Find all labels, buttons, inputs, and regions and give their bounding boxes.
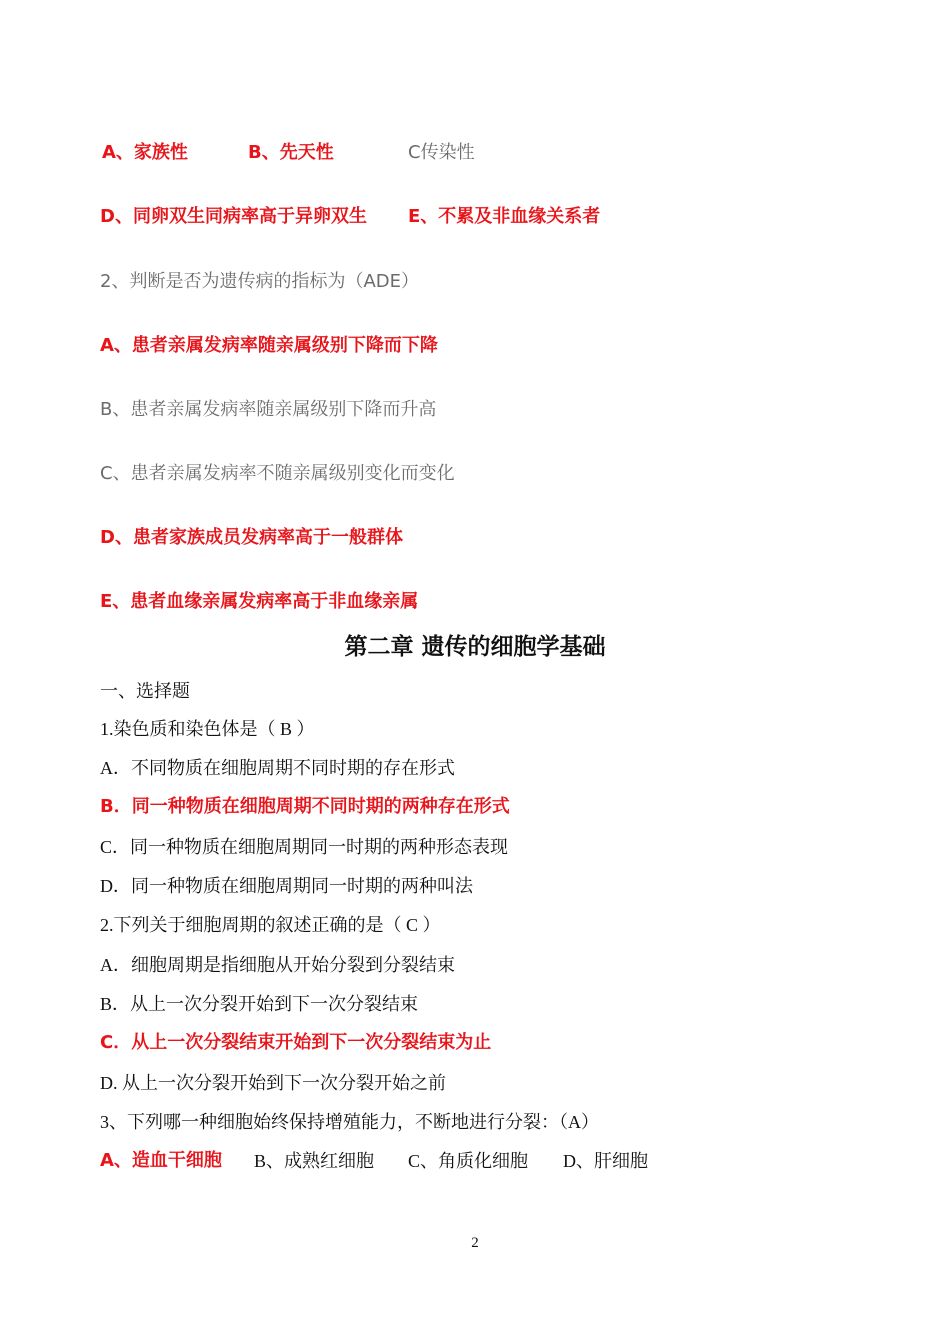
ch2-q1-option-a: A．不同物质在细胞周期不同时期的存在形式 (100, 758, 455, 778)
ch2-q3-option-a: A、造血干细胞 (100, 1150, 222, 1171)
ch2-q2-option-c: C．从上一次分裂结束开始到下一次分裂结束为止 (100, 1032, 492, 1053)
q1-option-a: A、家族性 (102, 142, 188, 163)
ch2-q1-option-b: B．同一种物质在细胞周期不同时期的两种存在形式 (100, 796, 510, 817)
q1-option-e: E、不累及非血缘关系者 (408, 206, 601, 227)
ch2-q2-option-a: A．细胞周期是指细胞从开始分裂到分裂结束 (100, 955, 455, 975)
q1-options-row-2 (100, 206, 601, 262)
chapter-title: 第二章 遗传的细胞学基础 (344, 634, 606, 660)
ch2-q3-options-row (100, 1152, 800, 1174)
q2-stem: 2、判断是否为遗传病的指标为（ADE） (100, 271, 419, 292)
ch2-q1-stem: 1.染色质和染色体是（ B ） (100, 719, 315, 739)
q2-option-d: D、患者家族成员发病率高于一般群体 (100, 527, 403, 548)
section-title: 一、选择题 (100, 681, 190, 701)
ch2-q3-option-c: C、角质化细胞 (408, 1151, 529, 1171)
q2-option-c: C、患者亲属发病率不随亲属级别变化而变化 (100, 463, 455, 484)
ch2-q1-option-d: D．同一种物质在细胞周期同一时期的两种叫法 (100, 876, 473, 896)
q1-option-c: C传染性 (408, 142, 475, 163)
ch2-q3-stem: 3、下列哪一种细胞始终保持增殖能力，不断地进行分裂：（A） (100, 1112, 599, 1132)
ch2-q3-option-d: D、肝细胞 (563, 1151, 648, 1171)
ch2-q1-option-c: C．同一种物质在细胞周期同一时期的两种形态表现 (100, 837, 509, 857)
q2-option-e: E、患者血缘亲属发病率高于非血缘亲属 (100, 591, 419, 612)
ch2-q3-option-b: B、成熟红细胞 (254, 1151, 375, 1171)
page-number: 2 (471, 1235, 479, 1251)
ch2-q2-option-d: D. 从上一次分裂开始到下一次分裂开始之前 (100, 1073, 446, 1093)
q1-option-b: B、先天性 (248, 142, 334, 163)
q2-option-a: A、患者亲属发病率随亲属级别下降而下降 (100, 335, 438, 356)
ch2-q2-stem: 2.下列关于细胞周期的叙述正确的是（ C ） (100, 915, 441, 935)
q2-option-b: B、患者亲属发病率随亲属级别下降而升高 (100, 399, 437, 420)
ch2-q2-option-b: B．从上一次分裂开始到下一次分裂结束 (100, 994, 419, 1014)
q1-option-d: D、同卵双生同病率高于异卵双生 (100, 206, 367, 227)
